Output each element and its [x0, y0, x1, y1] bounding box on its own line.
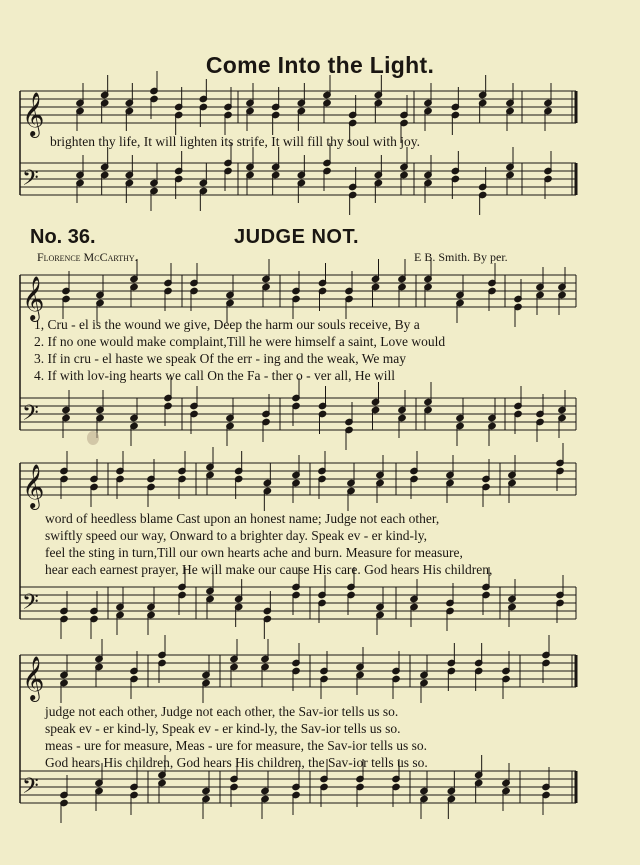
treble-clef-icon: 𝄞 — [22, 92, 45, 136]
bass-clef-icon: 𝄢 — [22, 590, 39, 620]
verse-2-line: swiftly speed our way, Onward to a brighter day. Speak ev - er kind-ly, — [45, 528, 428, 543]
bass-clef-icon: 𝄢 — [22, 166, 39, 196]
hymn-title: JUDGE NOT. — [234, 226, 360, 248]
verse-1-line: 1, Cru - el is the wound we give, Deep the harm our souls receive, By a — [34, 317, 420, 332]
bass-clef-icon: 𝄢 — [22, 401, 39, 431]
verse-3-line: feel the sting in turn,Till our own hearts ache and burn. Measure for measure, — [45, 545, 463, 560]
composer-credit: E B. Smith. By per. — [414, 250, 508, 264]
bass-clef-icon: 𝄢 — [22, 774, 39, 804]
hymn-number: No. 36. — [30, 226, 96, 248]
treble-clef-icon: 𝄞 — [22, 656, 45, 700]
verse-3-line: 3. If in cru - el haste we speak Of the err - ing and the weak, We may — [34, 351, 407, 366]
verse-4-line: hear each earnest prayer, He will make our cause His care. God hears His children, — [45, 562, 493, 577]
paper-stain — [87, 431, 99, 445]
song-title-come-into-the-light: Come Into the Light. — [205, 52, 435, 78]
verse-2-line: 2. If no one would make complaint,Till he were himself a saint, Love would — [34, 334, 446, 349]
verse-2-line: speak ev - er kind-ly, Speak ev - er kind-ly, the Sav-ior tells us so. — [45, 721, 401, 736]
verse-4-line: 4. If with lov-ing hearts we call On the Fa - ther o - ver all, He will — [34, 368, 396, 383]
treble-clef-icon: 𝄞 — [22, 276, 45, 320]
verse-1-line: word of heedless blame Cast upon an honest name; Judge not each other, — [45, 511, 440, 526]
author-credit: Florence McCarthy. — [37, 250, 138, 264]
treble-clef-icon: 𝄞 — [22, 464, 45, 508]
verse-3-line: meas - ure for measure, Meas - ure for measure, the Sav-ior tells us so. — [45, 738, 427, 753]
verse-4-line: God hears His children, God hears His children, the Sav-ior tells us so. — [45, 755, 428, 770]
lyric-line: brighten thy life, It will lighten its strife, It will fill thy soul with joy. — [50, 134, 420, 149]
verse-1-line: judge not each other, Judge not each other, the Sav-ior tells us so. — [45, 704, 399, 719]
